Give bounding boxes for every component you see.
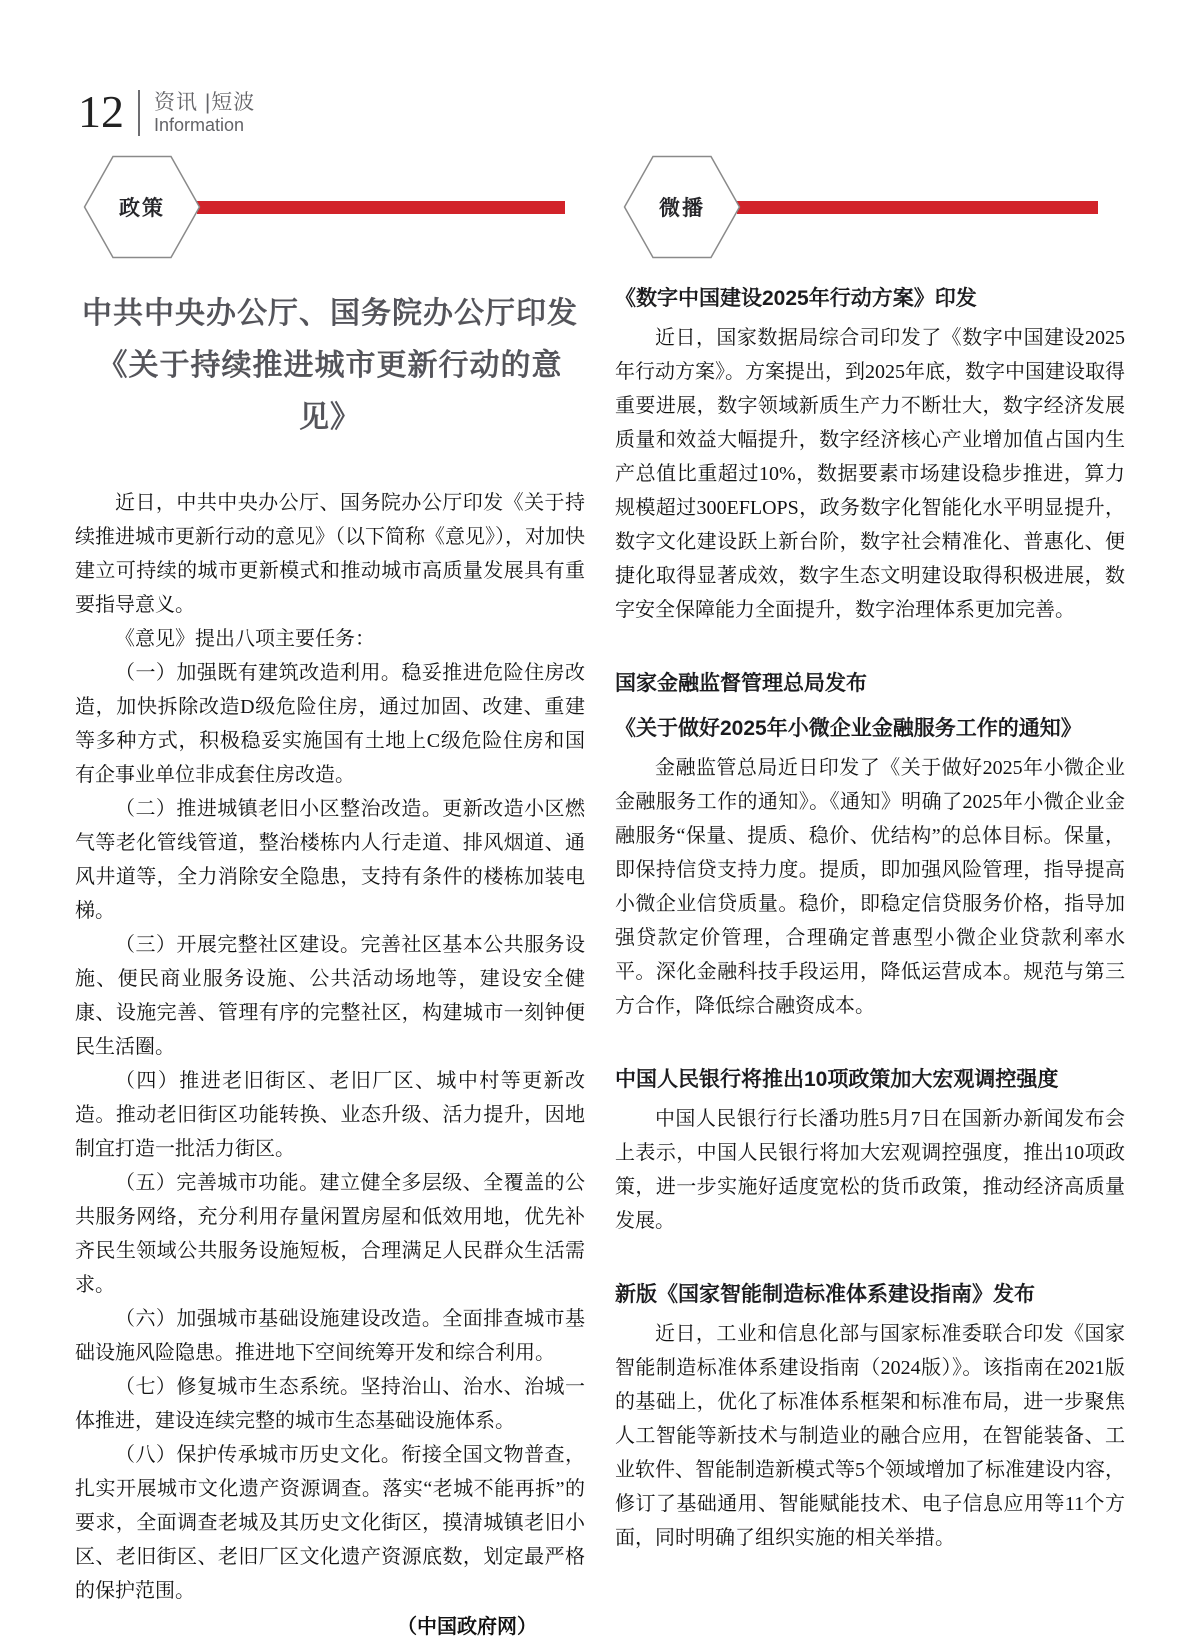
- policy-column: [75, 155, 585, 1644]
- news-article-smart-manufacturing: [615, 1272, 1125, 1555]
- page-header: [78, 88, 255, 136]
- section-title-cn: 资讯 |短波: [154, 91, 256, 114]
- red-rule: [197, 201, 565, 214]
- news-column: [615, 155, 1125, 1644]
- policy-title-line-2: 《关于持续推进城市更新行动的意见》: [97, 349, 563, 434]
- policy-section-header: [75, 155, 585, 259]
- news-paragraph: 金融监管总局近日印发了《关于做好2025年小微企业金融服务工作的通知》。《通知》明确了2025年小微企业金融服务“保量、提质、稳价、优结构”的总体目标。保量，即保持信贷支持力度。提质，即加强风险管理，指导提高小微企业信贷质量。稳价，即稳定信贷服务价格，指导加强贷款定价管理，合理确定普惠型小微企业贷款利率水平。深化金融科技手段运用，降低运营成本。规范与第三方合作，降低综合融资成本。: [615, 757, 1125, 1017]
- news-heading: 新版《国家智能制造标准体系建设指南》发布: [615, 1283, 1035, 1306]
- policy-paragraph: 《意见》提出八项主要任务：: [115, 628, 375, 650]
- policy-title-line-1: 中共中央办公厅、国务院办公厅印发: [82, 297, 578, 330]
- policy-paragraph: （二）推进城镇老旧小区整治改造。更新改造小区燃气等老化管线管道，整治楼栋内人行走道、排风烟道、通风井道等，全力消除安全隐患，支持有条件的楼栋加装电梯。: [75, 798, 585, 922]
- news-badge-label: 微播: [659, 197, 705, 220]
- policy-hexagon-badge: [83, 155, 201, 259]
- news-paragraph: 近日，国家数据局综合司印发了《数字中国建设2025年行动方案》。方案提出，到2025年底，数字中国建设取得重要进展，数字领域新质生产力不断壮大，数字经济发展质量和效益大幅提升，数字经济核心产业增加值占国内生产总值比重超过10%，数据要素市场建设稳步推进，算力规模超过300EFLOPS，政务数字化智能化水平明显提升，数字文化建设跃上新台阶，数字社会精准化、普惠化、便捷化取得显著成效，数字生态文明建设取得积极进展，数字安全保障能力全面提升，数字治理体系更加完善。: [615, 327, 1125, 621]
- source-credit: （中国政府网）: [397, 1616, 537, 1638]
- news-article-digital-china: [615, 276, 1125, 627]
- header-divider: [138, 90, 140, 136]
- policy-paragraph: 近日，中共中央办公厅、国务院办公厅印发《关于持续推进城市更新行动的意见》（以下简称《意见》），对加快建立可持续的城市更新模式和推动城市高质量发展具有重要指导意义。: [75, 492, 585, 616]
- policy-paragraph: （四）推进老旧街区、老旧厂区、城中村等更新改造。推动老旧街区功能转换、业态升级、活力提升，因地制宜打造一批活力街区。: [75, 1070, 585, 1160]
- news-heading: [615, 661, 1125, 751]
- news-heading-line-1: 国家金融监督管理总局发布: [615, 672, 867, 695]
- policy-article-title: [75, 288, 585, 444]
- section-title-en: Information: [154, 115, 245, 135]
- policy-badge-label: 政策: [119, 197, 165, 220]
- news-article-pboc-policies: [615, 1057, 1125, 1238]
- news-section-header: [615, 155, 1125, 259]
- news-heading: 中国人民银行将推出10项政策加大宏观调控强度: [615, 1068, 1059, 1091]
- news-paragraph: 近日，工业和信息化部与国家标准委联合印发《国家智能制造标准体系建设指南（2024版）》。该指南在2021版的基础上，优化了标准体系框架和标准布局，进一步聚焦人工智能等新技术与制造业的融合应用，在智能装备、工业软件、智能制造新模式等5个领域增加了标准建设内容，修订了基础通用、智能赋能技术、电子信息应用等11个方面，同时明确了组织实施的相关举措。: [615, 1323, 1125, 1549]
- policy-paragraph: （六）加强城市基础设施建设改造。全面排查城市基础设施风险隐患。推进地下空间统筹开发和综合利用。: [75, 1308, 585, 1364]
- policy-article-body: [75, 486, 585, 1608]
- content-columns: [75, 155, 1125, 1644]
- red-rule: [737, 201, 1098, 214]
- policy-paragraph: （三）开展完整社区建设。完善社区基本公共服务设施、便民商业服务设施、公共活动场地等，建设安全健康、设施完善、管理有序的完整社区，构建城市一刻钟便民生活圈。: [75, 934, 585, 1058]
- policy-paragraph: （五）完善城市功能。建立健全多层级、全覆盖的公共服务网络，充分利用存量闲置房屋和低效用地，优先补齐民生领域公共服务设施短板，合理满足人民群众生活需求。: [75, 1172, 585, 1296]
- news-paragraph: 中国人民银行行长潘功胜5月7日在国新办新闻发布会上表示，中国人民银行将加大宏观调控强度，推出10项政策，进一步实施好适度宽松的货币政策，推动经济高质量发展。: [615, 1108, 1125, 1232]
- news-heading: 《数字中国建设2025年行动方案》印发: [615, 287, 977, 310]
- policy-paragraph: （一）加强既有建筑改造利用。稳妥推进危险住房改造，加快拆除改造D级危险住房，通过加固、改建、重建等多种方式，积极稳妥实施国有土地上C级危险住房和国有企事业单位非成套住房改造。: [75, 662, 585, 786]
- news-hexagon-badge: [623, 155, 741, 259]
- news-heading-line-2: 《关于做好2025年小微企业金融服务工作的通知》: [615, 717, 1082, 740]
- news-article-finance-notice: [615, 661, 1125, 1023]
- header-titles: [154, 88, 255, 136]
- policy-paragraph: （七）修复城市生态系统。坚持治山、治水、治城一体推进，建设连续完整的城市生态基础设施体系。: [75, 1376, 585, 1432]
- page-number: 12: [78, 86, 124, 137]
- policy-paragraph: （八）保护传承城市历史文化。衔接全国文物普查，扎实开展城市文化遗产资源调查。落实“老城不能再拆”的要求，全面调查老城及其历史文化街区，摸清城镇老旧小区、老旧街区、老旧厂区文化遗产资源底数，划定最严格的保护范围。: [75, 1444, 585, 1602]
